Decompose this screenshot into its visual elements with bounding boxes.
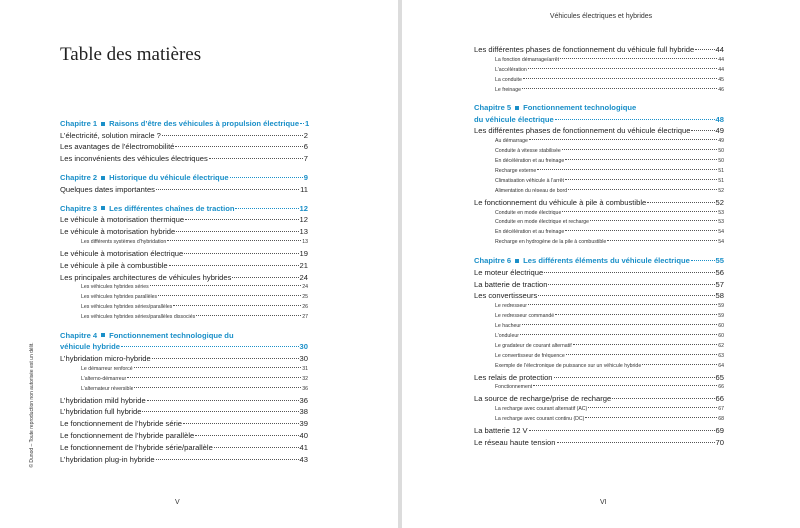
square-bullet-icon [101, 333, 105, 337]
toc-subentry[interactable] [474, 137, 724, 147]
toc-entry[interactable] [474, 437, 724, 449]
toc-subentry[interactable] [60, 283, 308, 293]
entry-title: Les véhicules hybrides séries/parallèles [81, 304, 173, 311]
entry-title: Les véhicules hybrides parallèles [81, 294, 158, 301]
entry-title: Le démarreur renforcé [81, 365, 133, 372]
dot-leader [156, 459, 299, 460]
toc-entry[interactable] [60, 454, 308, 466]
chapter-title-start [60, 330, 234, 342]
toc-entry[interactable] [474, 267, 724, 279]
toc-subentry[interactable] [474, 302, 724, 312]
chapter-heading-line [60, 118, 308, 130]
entry-title: Les principales architectures de véhicules hybrides [60, 272, 232, 282]
entry-page: 56 [715, 267, 724, 277]
dot-leader [121, 346, 299, 347]
dot-leader [612, 398, 714, 399]
dot-leader [520, 334, 717, 335]
entry-title: Le redresseur [495, 303, 528, 310]
dot-leader [565, 159, 717, 160]
dot-leader [588, 407, 717, 408]
entry-title: La recharge avec courant continu (DC) [495, 416, 585, 423]
entry-page: 66 [718, 384, 724, 391]
chapter-title-start [60, 118, 299, 130]
entry-title: Le fonctionnement de l’hybride parallèle [60, 431, 195, 441]
toc-entry[interactable] [60, 442, 308, 454]
dot-leader [522, 88, 717, 89]
entry-page: 2 [303, 130, 308, 140]
toc-subentry[interactable] [474, 157, 724, 167]
dot-leader [184, 253, 298, 254]
entry-title: Le fonctionnement de l’hybride série/parallèle [60, 443, 213, 453]
dot-leader [566, 354, 717, 355]
toc-entry[interactable] [60, 184, 308, 196]
toc-subentry[interactable] [60, 313, 308, 323]
toc-entry[interactable] [60, 418, 308, 430]
entry-title: La source de recharge/prise de recharge [474, 394, 612, 404]
entry-page: 32 [302, 375, 308, 382]
entry-title: La batterie 12 V [474, 426, 528, 435]
entry-page: 31 [302, 365, 308, 372]
toc-subentry[interactable] [474, 177, 724, 187]
dot-leader [538, 295, 714, 296]
chapter-title-start [474, 255, 690, 267]
dot-leader [554, 377, 715, 378]
entry-title: Le véhicule à motorisation électrique [60, 248, 184, 258]
entry-page: 51 [718, 168, 724, 175]
dot-leader [528, 304, 717, 305]
chapter-heading[interactable] [60, 118, 308, 130]
entry-page: 39 [299, 419, 308, 429]
chapter-title-line1: Fonctionnement technologique du [109, 330, 234, 340]
folio-right: VI [600, 499, 607, 506]
dot-leader [173, 305, 301, 306]
dot-leader [134, 367, 302, 368]
dot-leader [647, 202, 714, 203]
dot-leader [134, 387, 301, 388]
toc-entry[interactable] [60, 260, 308, 272]
toc-entry[interactable] [474, 290, 724, 302]
dot-leader [691, 260, 715, 261]
entry-title: Climatisation véhicule à l’arrêt [495, 177, 564, 184]
entry-page: 69 [715, 426, 724, 435]
chapter-heading[interactable] [60, 203, 308, 215]
entry-title: En décélération et au freinage [495, 158, 565, 165]
entry-title: Fonctionnement [495, 384, 533, 391]
dot-leader [560, 58, 717, 59]
chapter-page: 1 [305, 119, 310, 128]
chapter-title-line1: Fonctionnement technologique [523, 103, 637, 113]
entry-page: 24 [302, 284, 308, 291]
toc-entry[interactable] [60, 141, 308, 153]
dot-leader [585, 417, 717, 418]
dot-leader [185, 219, 298, 220]
entry-title: Le véhicule à pile à combustible [60, 260, 168, 270]
toc-subentry[interactable] [60, 375, 308, 385]
spacer [60, 323, 308, 330]
entry-page: 36 [299, 395, 308, 405]
entry-title: L’hybridation plug-in hybride [60, 454, 155, 464]
dot-leader [562, 211, 717, 212]
entry-page: 49 [718, 138, 724, 145]
dot-leader [162, 135, 303, 136]
chapter-page: 12 [299, 203, 308, 213]
dot-leader [607, 240, 717, 241]
dot-leader [529, 139, 717, 140]
chapter-title-line2: véhicule hybride [60, 342, 120, 352]
entry-page: 50 [718, 158, 724, 165]
entry-page: 44 [715, 45, 724, 54]
entry-page: 66 [715, 394, 724, 404]
entry-title: Au démarrage [495, 138, 528, 145]
toc-subentry[interactable] [474, 187, 724, 197]
chapter-label: Chapitre 1 [60, 119, 98, 128]
entry-page: 26 [302, 304, 308, 311]
chapter-heading[interactable] [474, 255, 724, 267]
entry-title: Alimentation du réseau de bord [495, 187, 568, 194]
entry-page: 19 [299, 248, 308, 258]
dot-leader [565, 179, 717, 180]
entry-title: Conduite en mode électrique et recharge [495, 219, 590, 226]
entry-page: 50 [718, 148, 724, 155]
toc-subentry[interactable] [474, 362, 724, 372]
dot-leader [548, 284, 714, 285]
toc-subentry[interactable] [474, 167, 724, 177]
dot-leader [232, 277, 298, 278]
running-header: Véhicules électriques et hybrides [549, 13, 653, 20]
entry-title: Le réseau haute tension [474, 437, 556, 447]
toc-subentry[interactable] [474, 218, 724, 228]
entry-title: L’onduleur [495, 332, 519, 339]
entry-title: L’alterno-démarreur [81, 375, 127, 382]
dot-leader [150, 285, 301, 286]
toc-subentry[interactable] [474, 405, 724, 415]
entry-title: La fonction démarrage/arrêt [495, 56, 560, 63]
entry-title: Le fonctionnement du véhicule à pile à combustible [474, 197, 647, 207]
spacer [474, 248, 724, 255]
toc-subentry[interactable] [60, 365, 308, 375]
square-bullet-icon [515, 106, 519, 110]
toc-entry[interactable] [474, 393, 724, 405]
entry-title: Le moteur électrique [474, 267, 544, 277]
entry-title: En décélération et au freinage [495, 229, 565, 236]
right-page [402, 0, 800, 528]
entry-title: L’hybridation micro-hybride [60, 353, 151, 363]
chapter-heading-line [60, 203, 308, 215]
entry-page: 27 [302, 314, 308, 321]
entry-title: Les véhicules hybrides séries/parallèles dissociés [81, 314, 196, 321]
chapter-title-line2: du véhicule électrique [474, 114, 554, 124]
entry-page: 51 [718, 177, 724, 184]
chapter-heading-line [474, 255, 724, 267]
entry-page: 67 [718, 406, 724, 413]
dot-leader [522, 324, 717, 325]
chapter-title-start [474, 102, 636, 114]
entry-page: 41 [299, 443, 308, 453]
chapter-page: 9 [303, 173, 308, 183]
entry-page: 52 [715, 197, 724, 207]
dot-leader [142, 411, 298, 412]
toc-subentry[interactable] [60, 293, 308, 303]
entry-page: 12 [299, 215, 308, 225]
dot-leader [537, 169, 717, 170]
entry-title: Les différents systèmes d’hybridation [81, 238, 167, 245]
entry-page: 11 [300, 184, 308, 194]
toc-entry[interactable] [60, 272, 308, 284]
dot-leader [523, 78, 717, 79]
toc-entry[interactable] [60, 430, 308, 442]
entry-page: 53 [718, 209, 724, 216]
entry-page: 30 [299, 353, 308, 363]
entry-title: Le véhicule à motorisation thermique [60, 215, 185, 225]
dot-leader [529, 430, 715, 431]
entry-page: 53 [718, 219, 724, 226]
toc-entry[interactable] [60, 130, 308, 142]
dot-leader [533, 385, 717, 386]
entry-page: 54 [718, 239, 724, 246]
spacer [474, 95, 724, 102]
entry-page: 68 [718, 416, 724, 423]
chapter-label: Chapitre 4 [60, 330, 98, 340]
toc-subentry[interactable] [474, 332, 724, 342]
chapter-heading-line [474, 114, 724, 126]
toc-subentry[interactable] [474, 312, 724, 322]
toc-entry[interactable] [60, 353, 308, 365]
entry-title: Les relais de protection [474, 372, 553, 382]
dot-leader [230, 177, 303, 178]
page-title: Table des matières [60, 44, 202, 65]
toc-entry[interactable] [474, 425, 724, 437]
entry-page: 36 [302, 385, 308, 392]
toc-right [474, 44, 724, 449]
toc-entry[interactable] [60, 395, 308, 407]
entry-title: La conduite [495, 76, 522, 83]
toc-subentry[interactable] [474, 86, 724, 96]
dot-leader [214, 447, 299, 448]
dot-leader [127, 377, 301, 378]
toc-subentry[interactable] [474, 322, 724, 332]
dot-leader [195, 435, 298, 436]
entry-page: 59 [718, 303, 724, 310]
toc-subentry[interactable] [474, 66, 724, 76]
entry-page: 60 [718, 332, 724, 339]
entry-page: 6 [303, 142, 308, 152]
entry-page: 7 [303, 154, 308, 164]
entry-page: 57 [715, 279, 724, 289]
dot-leader [573, 344, 718, 345]
toc-subentry[interactable] [474, 238, 724, 248]
toc-entry[interactable] [474, 44, 724, 56]
dot-leader [562, 149, 717, 150]
entry-title: Les différentes phases de fonctionnement du véhicule full hybride [474, 45, 695, 54]
toc-subentry[interactable] [60, 238, 308, 248]
dot-leader [235, 208, 298, 209]
chapter-heading-line [60, 330, 308, 342]
dot-leader [568, 189, 717, 190]
entry-title: Les différentes phases de fonctionnement du véhicule électrique [474, 126, 691, 136]
entry-page: 21 [299, 260, 308, 270]
toc-entry[interactable] [474, 372, 724, 384]
entry-title: Le freinage [495, 86, 521, 93]
toc-subentry[interactable] [474, 342, 724, 352]
dot-leader [158, 295, 301, 296]
toc-entry[interactable] [60, 214, 308, 226]
chapter-heading-line [474, 102, 724, 114]
chapter-heading-line [60, 172, 308, 184]
toc-left [60, 118, 308, 466]
dot-leader [557, 442, 715, 443]
entry-page: 13 [302, 238, 308, 245]
entry-title: L’hybridation full hybride [60, 407, 142, 417]
toc-subentry[interactable] [60, 385, 308, 395]
toc-entry[interactable] [60, 153, 308, 165]
chapter-heading[interactable] [60, 330, 308, 353]
dot-leader [555, 314, 717, 315]
chapter-page: 48 [715, 114, 724, 124]
entry-title: L’hybridation mild hybride [60, 395, 146, 405]
entry-page: 54 [718, 229, 724, 236]
entry-title: Le convertisseur de fréquence [495, 352, 565, 359]
toc-subentry[interactable] [474, 352, 724, 362]
entry-title: Les inconvénients des véhicules électriques [60, 154, 208, 164]
chapter-title-start [60, 172, 229, 184]
entry-page: 65 [715, 372, 724, 382]
entry-title: Le hacheur [495, 323, 521, 330]
entry-page: 44 [718, 66, 724, 73]
left-page [0, 0, 398, 528]
entry-page: 38 [299, 407, 308, 417]
dot-leader [176, 231, 298, 232]
dot-leader [642, 364, 717, 365]
entry-page: 44 [718, 56, 724, 63]
entry-title: La recharge avec courant alternatif (AC) [495, 406, 588, 413]
entry-title: Recharge externe [495, 168, 537, 175]
chapter-page: 55 [715, 256, 724, 266]
entry-title: Exemple de l’électronique de puissance sur un véhicule hybride [495, 362, 642, 369]
toc-entry[interactable] [474, 279, 724, 291]
dot-leader [528, 68, 717, 69]
entry-page: 70 [715, 437, 724, 447]
toc-entry[interactable] [60, 226, 308, 238]
entry-title: Recharge en hydrogène de la pile à combustible [495, 239, 607, 246]
dot-leader [152, 358, 299, 359]
square-bullet-icon [101, 122, 105, 126]
toc-subentry[interactable] [474, 147, 724, 157]
entry-title: Les avantages de l’électromobilité [60, 142, 175, 152]
chapter-title: Raisons d’être des véhicules à propulsion électrique [109, 119, 300, 128]
entry-page: 60 [718, 323, 724, 330]
dot-leader [196, 315, 301, 316]
folio-left: V [175, 499, 180, 506]
entry-title: L’accélération [495, 66, 527, 73]
dot-leader [183, 423, 299, 424]
chapter-label: Chapitre 2 [60, 173, 98, 183]
dot-leader [167, 240, 301, 241]
entry-title: La batterie de traction [474, 279, 548, 289]
toc-subentry[interactable] [474, 76, 724, 86]
chapter-label: Chapitre 5 [474, 103, 512, 113]
entry-page: 25 [302, 294, 308, 301]
chapter-title: Historique du véhicule électrique [109, 173, 229, 183]
entry-page: 45 [718, 76, 724, 83]
entry-page: 52 [718, 187, 724, 194]
chapter-title: Les différents éléments du véhicule électrique [523, 256, 690, 266]
entry-title: L’électricité, solution miracle ? [60, 130, 161, 140]
dot-leader [555, 119, 715, 120]
dot-leader [300, 123, 304, 124]
chapter-label: Chapitre 6 [474, 256, 512, 266]
dot-leader [169, 265, 299, 266]
entry-page: 64 [718, 362, 724, 369]
entry-title: Conduite à vitesse stabilisée [495, 148, 561, 155]
entry-page: 40 [299, 431, 308, 441]
chapter-heading[interactable] [60, 172, 308, 184]
dot-leader [209, 158, 303, 159]
chapter-title: Les différentes chaînes de traction [109, 203, 235, 213]
entry-page: 49 [715, 126, 724, 136]
toc-entry[interactable] [60, 248, 308, 260]
entry-page: 62 [718, 342, 724, 349]
entry-title: Les véhicules hybrides séries [81, 284, 149, 291]
chapter-heading[interactable] [474, 102, 724, 125]
chapter-title-start [60, 203, 234, 215]
entry-title: Le véhicule à motorisation hybride [60, 226, 176, 236]
dot-leader [147, 400, 299, 401]
toc-subentry[interactable] [60, 303, 308, 313]
toc-entry[interactable] [60, 406, 308, 418]
toc-entry[interactable] [474, 125, 724, 137]
chapter-heading-line [60, 341, 308, 353]
dot-leader [695, 49, 714, 50]
toc-subentry[interactable] [474, 415, 724, 425]
dot-leader [156, 189, 299, 190]
square-bullet-icon [515, 259, 519, 263]
entry-page: 58 [715, 291, 724, 301]
dot-leader [590, 220, 717, 221]
entry-page: 46 [718, 86, 724, 93]
chapter-label: Chapitre 3 [60, 203, 98, 213]
entry-title: Conduite en mode électrique [495, 209, 562, 216]
dot-leader [175, 146, 302, 147]
entry-title: Les convertisseurs [474, 291, 538, 301]
entry-page: 13 [299, 226, 308, 236]
entry-page: 63 [718, 352, 724, 359]
toc-subentry[interactable] [474, 228, 724, 238]
spacer [60, 196, 308, 203]
entry-title: Le redresseur commandé [495, 313, 555, 320]
entry-page: 43 [299, 454, 308, 464]
entry-page: 24 [299, 272, 308, 282]
copyright-notice: © Dunod – Toute reproduction non autorisée est un délit. [29, 342, 35, 468]
toc-subentry[interactable] [474, 56, 724, 66]
entry-title: L’alternateur réversible [81, 385, 134, 392]
spacer [60, 165, 308, 172]
dot-leader [691, 130, 714, 131]
chapter-page: 30 [299, 342, 308, 352]
toc-subentry[interactable] [474, 209, 724, 219]
entry-title: Le gradateur de courant alternatif [495, 342, 572, 349]
entry-title: Quelques dates importantes [60, 184, 155, 194]
square-bullet-icon [101, 206, 105, 210]
square-bullet-icon [101, 176, 105, 180]
dot-leader [544, 272, 714, 273]
entry-page: 59 [718, 313, 724, 320]
toc-entry[interactable] [474, 197, 724, 209]
toc-subentry[interactable] [474, 383, 724, 393]
dot-leader [565, 230, 717, 231]
entry-title: Le fonctionnement de l’hybride série [60, 419, 182, 429]
